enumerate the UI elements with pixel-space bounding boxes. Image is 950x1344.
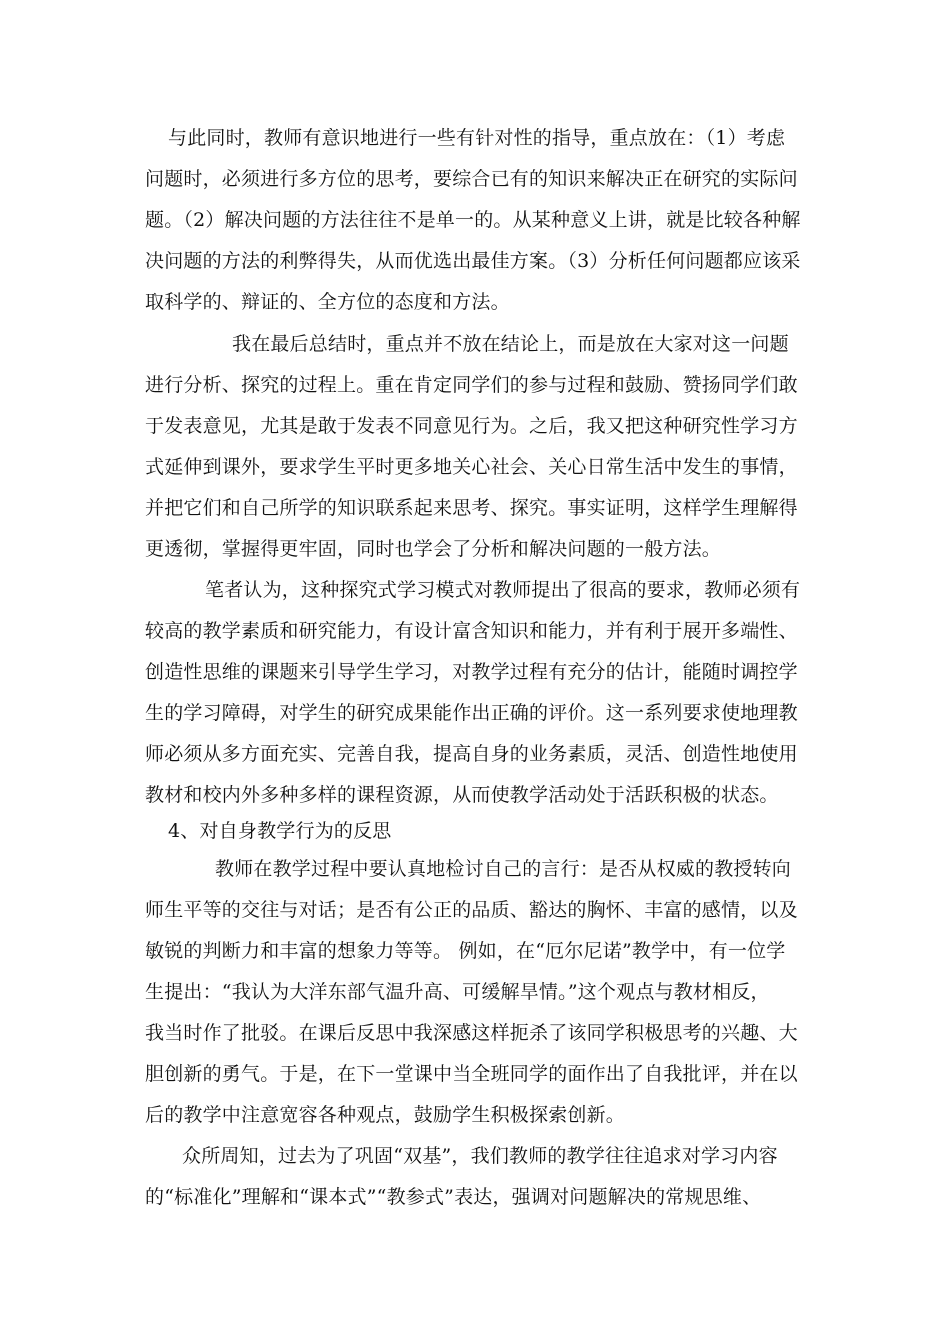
text-line: 的“标准化”理解和“课本式”“教参式”表达，强调对问题解决的常规思维、 (145, 1186, 762, 1208)
text-line: 笔者认为，这种探究式学习模式对教师提出了很高的要求，教师必须有 (205, 579, 801, 601)
text-line: 式延伸到课外，要求学生平时更多地关心社会、关心日常生活中发生的事情， (145, 456, 798, 478)
text-line: 取科学的、辩证的、全方位的态度和方法。 (145, 291, 510, 313)
text-line: 生提出：“我认为大洋东部气温升高、可缓解旱情。”这个观点与教材相反， (145, 981, 770, 1003)
text-line: 创造性思维的课题来引导学生学习，对教学过程有充分的估计，能随时调控学 (145, 661, 798, 683)
text-line: 教师在教学过程中要认真地检讨自己的言行：是否从权威的教授转向 (215, 858, 792, 880)
text-line: 与此同时，教师有意识地进行一些有针对性的指导，重点放在：（1）考虑 (168, 127, 786, 149)
text-line: 决问题的方法的利弊得失，从而优选出最佳方案。（3）分析任何问题都应该采 (145, 250, 801, 272)
text-line: 生的学习障碍，对学生的研究成果能作出正确的评价。这一系列要求使地理教 (145, 702, 798, 724)
text-line: 教材和校内外多种多样的课程资源，从而使教学活动处于活跃积极的状态。 (145, 784, 779, 806)
text-line: 并把它们和自己所学的知识联系起来思考、探究。事实证明，这样学生理解得 (145, 497, 798, 519)
text-line: 进行分析、探究的过程上。重在肯定同学们的参与过程和鼓励、赞扬同学们敢 (145, 374, 798, 396)
text-line: 敏锐的判断力和丰富的想象力等等。 例如，在“厄尔尼诺”教学中，有一位学 (145, 940, 786, 962)
text-line: 更透彻，掌握得更牢固，同时也学会了分析和解决问题的一般方法。 (145, 538, 722, 560)
text-line: 我当时作了批驳。在课后反思中我深感这样扼杀了该同学积极思考的兴趣、大 (145, 1022, 798, 1044)
text-line: 众所周知，过去为了巩固“双基”，我们教师的教学往往追求对学习内容 (182, 1145, 778, 1167)
text-line: 胆创新的勇气。于是，在下一堂课中当全班同学的面作出了自我批评，并在以 (145, 1063, 798, 1085)
text-line: 较高的教学素质和研究能力，有设计富含知识和能力，并有利于展开多端性、 (145, 620, 798, 642)
text-line: 我在最后总结时，重点并不放在结论上，而是放在大家对这一问题 (232, 333, 789, 355)
text-line: 题。（2）解决问题的方法往往不是单一的。从某种意义上讲，就是比较各种解 (145, 209, 801, 231)
text-line: 师必须从多方面充实、完善自我，提高自身的业务素质，灵活、创造性地使用 (145, 743, 798, 765)
section-heading: 4、对自身教学行为的反思 (168, 820, 392, 842)
text-line: 师生平等的交往与对话；是否有公正的品质、豁达的胸怀、丰富的感情，以及 (145, 899, 798, 921)
text-line: 于发表意见，尤其是敢于发表不同意见行为。之后，我又把这种研究性学习方 (145, 415, 798, 437)
text-line: 问题时，必须进行多方位的思考，要综合已有的知识来解决正在研究的实际问 (145, 168, 798, 190)
text-line: 后的教学中注意宽容各种观点，鼓励学生积极探索创新。 (145, 1104, 626, 1126)
